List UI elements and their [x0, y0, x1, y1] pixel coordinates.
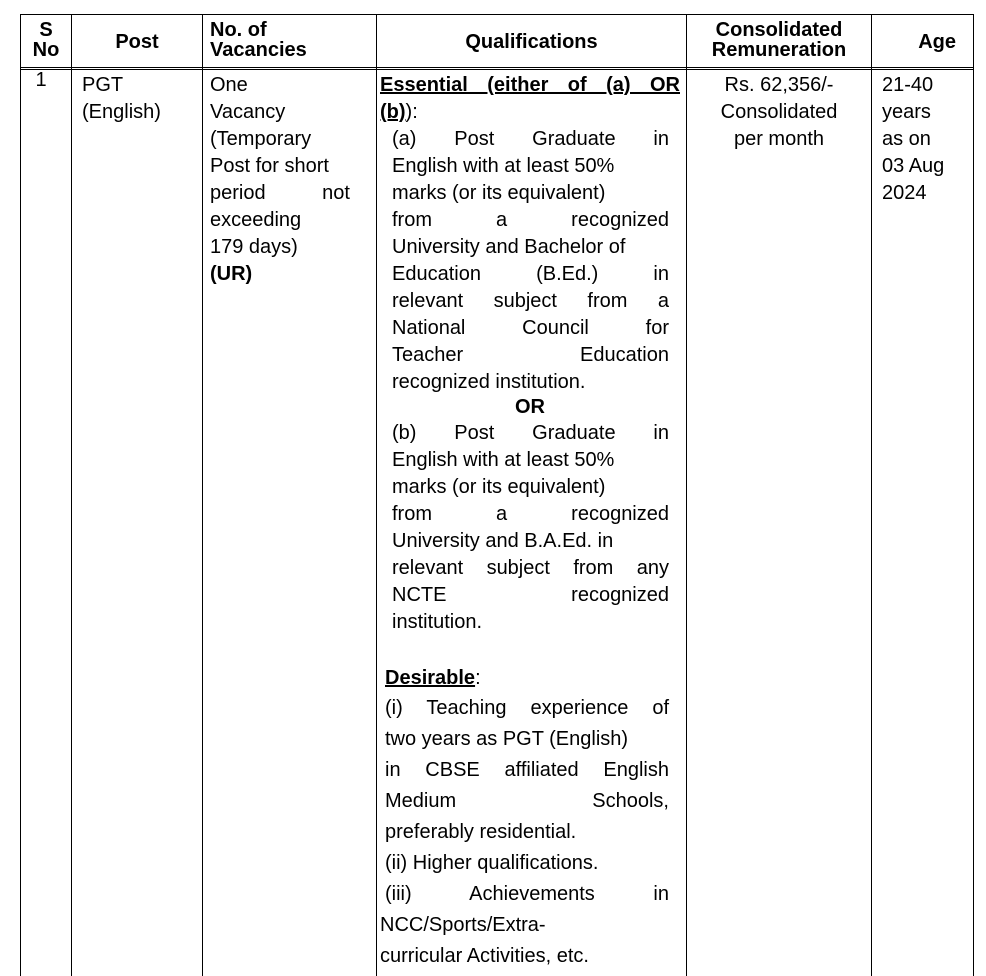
desirable-line: (i) Teaching experience of: [385, 697, 669, 719]
age-line: 2024: [882, 182, 927, 204]
header-sno-line: S: [39, 19, 53, 41]
option-a-line: from a recognized: [392, 209, 669, 231]
option-b: [380, 420, 669, 636]
row-remuneration: [687, 72, 871, 153]
header-remuneration-line: Consolidated: [715, 19, 843, 41]
vacancy-category: (UR): [210, 263, 253, 285]
col-border-0: [20, 14, 21, 976]
desirable-heading-suffix: :: [475, 667, 481, 689]
desirable-line: (ii) Higher qualifications.: [385, 852, 599, 874]
vacancy-line: One: [210, 74, 248, 96]
header-qualifications-label: Qualifications: [465, 31, 598, 53]
or-separator: [380, 397, 680, 417]
desirable-line: preferably residential.: [385, 821, 577, 843]
desirable-line: (iii) Achievements in: [385, 883, 669, 905]
col-border-3: [376, 14, 377, 976]
option-a-line: (a) Post Graduate in: [392, 128, 669, 150]
header-remuneration: [687, 20, 871, 60]
option-b-line: marks (or its equivalent): [392, 476, 606, 498]
vacancy-line: 179 days): [210, 236, 298, 258]
option-b-line: (b) Post Graduate in: [392, 422, 669, 444]
header-post-label: Post: [115, 31, 159, 53]
vacancy-line: exceeding: [210, 209, 302, 231]
option-b-line: University and B.A.Ed. in: [392, 530, 614, 552]
remuneration-line: per month: [733, 128, 825, 150]
option-a-line: University and Bachelor of: [392, 236, 626, 258]
option-b-line: NCTE recognized: [392, 584, 669, 606]
desirable-line: Medium Schools,: [385, 790, 669, 812]
option-b-line: from a recognized: [392, 503, 669, 525]
vacancy-line: period not: [210, 182, 350, 204]
header-sno: [21, 20, 71, 60]
col-border-1: [71, 14, 72, 976]
row-sno: [21, 68, 61, 92]
age-line: 21-40: [882, 74, 934, 96]
header-vacancies: [210, 20, 375, 60]
row-post: [82, 72, 202, 126]
age-line: as on: [882, 128, 931, 150]
option-a-line: relevant subject from a: [392, 290, 669, 312]
col-border-6: [973, 14, 974, 976]
remuneration-line: Consolidated: [720, 101, 838, 123]
or-label: OR: [515, 396, 545, 418]
option-b-line: English with at least 50%: [392, 449, 615, 471]
header-qualifications: [377, 32, 686, 52]
desirable-line: in CBSE affiliated English: [385, 759, 669, 781]
header-bottom-border-2: [20, 69, 974, 70]
col-border-4: [686, 14, 687, 976]
header-vacancies-line: No. of: [210, 19, 267, 41]
col-border-2: [202, 14, 203, 976]
vacancy-line: Vacancy: [210, 101, 286, 123]
header-bottom-border: [20, 67, 974, 68]
option-a-line: English with at least 50%: [392, 155, 615, 177]
essential-heading-line2: (b): [380, 101, 406, 123]
row-post-line: PGT: [82, 74, 124, 96]
option-a-line: Education (B.Ed.) in: [392, 263, 669, 285]
header-remuneration-line: Remuneration: [711, 39, 847, 61]
desirable-line: curricular Activities, etc.: [380, 945, 589, 967]
remuneration-line: Rs. 62,356/-: [724, 74, 834, 96]
header-sno-line: No: [32, 39, 60, 61]
desirable-line: NCC/Sports/Extra-: [380, 914, 546, 936]
option-b-line: relevant subject from any: [392, 557, 669, 579]
desirable-heading: [380, 663, 680, 693]
essential-heading-suffix: ):: [405, 101, 418, 123]
vacancy-line: (Temporary: [210, 128, 312, 150]
desirable-list: [380, 693, 669, 972]
row-post-line: (English): [82, 101, 161, 123]
essential-heading: [380, 72, 680, 126]
option-a-line: Teacher Education: [392, 344, 669, 366]
option-b-line: institution.: [392, 611, 483, 633]
age-line: years: [882, 101, 931, 123]
desirable-heading-label: Desirable: [385, 667, 476, 689]
option-a-line: National Council for: [392, 317, 669, 339]
desirable-line: two years as PGT (English): [385, 728, 629, 750]
header-age: [872, 32, 956, 52]
table-top-border: [20, 14, 974, 15]
col-border-5: [871, 14, 872, 976]
row-vacancies: [210, 72, 350, 288]
option-a: [380, 126, 669, 396]
header-post: [72, 32, 202, 52]
essential-heading-line1: Essential (either of (a) OR: [380, 74, 680, 96]
row-qualifications: [380, 72, 680, 972]
row-sno-value: 1: [35, 69, 47, 91]
option-a-line: recognized institution.: [392, 371, 586, 393]
header-age-label: Age: [918, 31, 956, 53]
header-vacancies-line: Vacancies: [210, 39, 307, 61]
vacancy-line: Post for short: [210, 155, 329, 177]
row-age: [882, 72, 972, 207]
option-a-line: marks (or its equivalent): [392, 182, 606, 204]
age-line: 03 Aug: [882, 155, 945, 177]
